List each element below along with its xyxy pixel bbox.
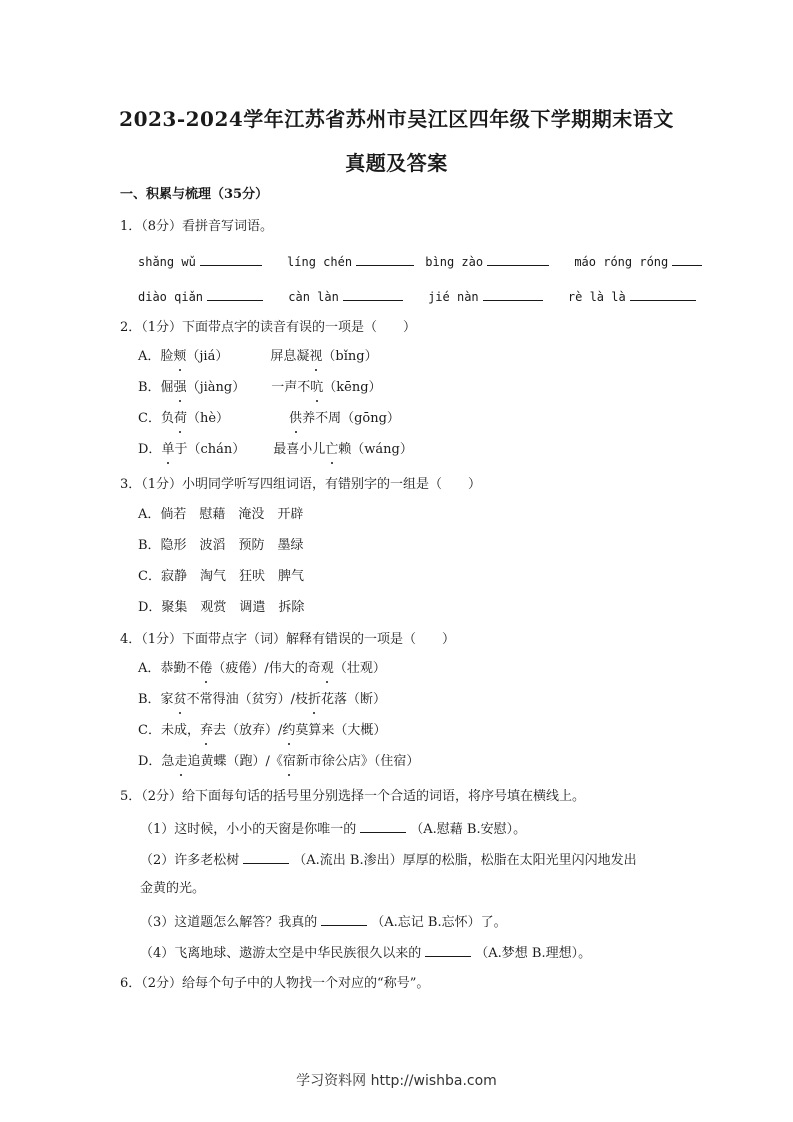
option-d[interactable]: D．聚集 观赏 调遣 拆除 bbox=[138, 600, 305, 615]
question-5: 5．（2分）给下面每句话的括号里分别选择一个合适的词语，将序号填在横线上。 bbox=[120, 789, 586, 804]
answer-blank[interactable] bbox=[630, 288, 696, 301]
pinyin-row-2 bbox=[138, 288, 700, 304]
option-a[interactable]: A．倘若 慰藉 淹没 开辟 bbox=[138, 507, 304, 522]
question-6: 6．（2分）给每个句子中的人物找一个对应的“称号”。 bbox=[120, 976, 430, 991]
option-c[interactable]: C．负荷（hè） 供养不周（gōng） bbox=[138, 411, 400, 426]
section-heading: 一、积累与梳理（35分） bbox=[120, 187, 269, 202]
pinyin-item: diào qiǎn bbox=[138, 290, 204, 304]
question-3: 3．（1分）小明同学听写四组词语，有错别字的一组是（ ） bbox=[120, 477, 482, 492]
answer-blank[interactable] bbox=[425, 944, 471, 957]
pinyin-item: bìng zào bbox=[425, 255, 484, 269]
pinyin-item: jié nàn bbox=[428, 290, 479, 304]
pinyin-item: rè là là bbox=[567, 290, 626, 304]
option-b[interactable]: B．隐形 波滔 预防 墨绿 bbox=[138, 538, 304, 553]
option-a[interactable]: A．恭勤不倦（疲倦）/伟大的奇观（壮观） bbox=[138, 661, 386, 676]
footer-watermark: 学习资料网 http://wishba.com bbox=[296, 1073, 497, 1089]
answer-blank[interactable] bbox=[672, 253, 702, 266]
answer-blank[interactable] bbox=[483, 288, 543, 301]
pinyin-item: càn làn bbox=[288, 290, 339, 304]
option-c[interactable]: C．寂静 淘气 狂吠 脾气 bbox=[138, 569, 304, 584]
option-b[interactable]: B．家贫不常得油（贫穷）/枝折花落（断） bbox=[138, 692, 386, 707]
answer-blank[interactable] bbox=[343, 288, 403, 301]
sentence-4: （4）飞离地球、遨游太空是中华民族很久以来的 （A.梦想 B.理想）。 bbox=[140, 946, 592, 961]
pinyin-row-1 bbox=[138, 253, 706, 269]
document-title-line1: 2023-2024学年江苏省苏州市吴江区四年级下学期期末语文 bbox=[119, 107, 674, 131]
option-a[interactable]: A．脸颊（jiá） 屏息凝视（bǐng） bbox=[138, 349, 378, 364]
option-d[interactable]: D．急走追黄蝶（跑）/《宿新市徐公店》（住宿） bbox=[138, 754, 420, 769]
pinyin-item: líng chén bbox=[287, 255, 353, 269]
answer-blank[interactable] bbox=[243, 851, 289, 864]
sentence-2: （2）许多老松树 （A.流出 B.渗出）厚厚的松脂，松脂在太阳光里闪闪地发出 bbox=[140, 853, 637, 868]
option-d[interactable]: D．单于（chán） 最喜小儿亡赖（wáng） bbox=[138, 442, 413, 457]
answer-blank[interactable] bbox=[360, 820, 406, 833]
pinyin-item: shǎng wǔ bbox=[138, 255, 196, 269]
document-title-line2: 真题及答案 bbox=[345, 151, 448, 175]
answer-blank[interactable] bbox=[321, 913, 367, 926]
question-2: 2．（1分）下面带点字的读音有误的一项是（ ） bbox=[120, 320, 417, 335]
option-b[interactable]: B．倔强（jiàng） 一声不吭（kēng） bbox=[138, 380, 382, 395]
question-4: 4．（1分）下面带点字（词）解释有错误的一项是（ ） bbox=[120, 632, 456, 647]
question-1: 1．（8分）看拼音写词语。 bbox=[120, 219, 274, 234]
pinyin-item: máo róng róng bbox=[574, 255, 669, 269]
sentence-2-continued: 金黄的光。 bbox=[140, 881, 206, 896]
answer-blank[interactable] bbox=[356, 253, 414, 266]
answer-blank[interactable] bbox=[200, 253, 262, 266]
option-c[interactable]: C．未成，弃去（放弃）/约莫算来（大概） bbox=[138, 723, 387, 738]
sentence-3: （3）这道题怎么解答？我真的 （A.忘记 B.忘怀）了。 bbox=[140, 915, 507, 930]
answer-blank[interactable] bbox=[487, 253, 549, 266]
answer-blank[interactable] bbox=[207, 288, 263, 301]
sentence-1: （1）这时候，小小的天窗是你唯一的 （A.慰藉 B.安慰）。 bbox=[140, 822, 527, 837]
